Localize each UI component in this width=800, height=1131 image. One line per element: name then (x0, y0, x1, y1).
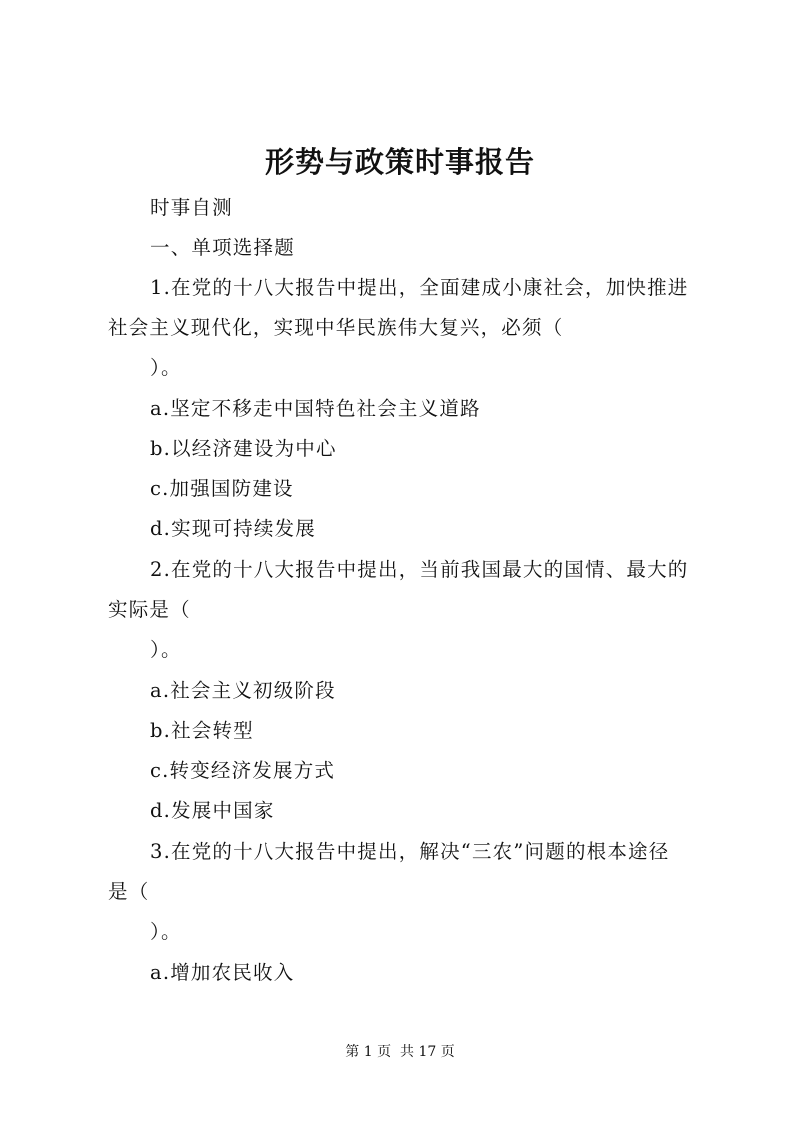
subsection-heading: 一、单项选择题 (150, 236, 295, 259)
question-3-option-a: a.增加农民收入 (150, 961, 295, 984)
question-2-text: 2.在党的十八大报告中提出，当前我国最大的国情、最大的 (150, 558, 689, 581)
question-3-blank-close: ）。 (150, 920, 182, 943)
question-2-option-d: d.发展中国家 (150, 799, 275, 822)
question-3-text: 3.在党的十八大报告中提出，解决“三农”问题的根本途径 (150, 840, 670, 863)
question-2-option-c: c.转变经济发展方式 (150, 759, 336, 782)
question-1-text-continued: 社会主义现代化，实现中华民族伟大复兴，必须（ (108, 316, 564, 339)
question-1-option-c: c.加强国防建设 (150, 477, 294, 500)
question-2-text-continued: 实际是（ (108, 598, 191, 621)
question-2-option-a: a.社会主义初级阶段 (150, 679, 336, 702)
section-heading: 时事自测 (150, 196, 233, 219)
question-1-option-a: a.坚定不移走中国特色社会主义道路 (150, 397, 481, 420)
question-1-blank-close: ）。 (150, 356, 182, 379)
question-2-option-b: b.社会转型 (150, 719, 254, 742)
question-2-blank-close: ）。 (150, 638, 182, 661)
question-1-option-d: d.实现可持续发展 (150, 517, 316, 540)
question-1-text: 1.在党的十八大报告中提出，全面建成小康社会，加快推进 (150, 276, 689, 299)
question-3-text-continued: 是（ (108, 880, 150, 903)
question-1-option-b: b.以经济建设为中心 (150, 437, 337, 460)
page-number-footer: 第 1 页 共 17 页 (345, 1044, 455, 1060)
document-title: 形势与政策时事报告 (264, 145, 535, 179)
